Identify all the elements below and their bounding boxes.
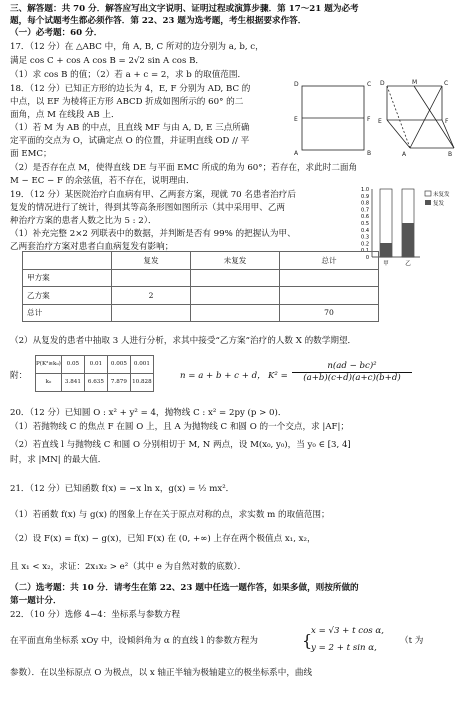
section-heading: 三、解答题：共 70 分．解答应写出文字说明、证明过程或演算步骤．第 17～21 题为必考 [10, 4, 359, 14]
formula-n: n = a + b + c + d， [180, 371, 266, 381]
q18-line3: 面角，点 M 在线段 AB 上． [10, 110, 120, 120]
q20-line4: 时，求 |MN| 的最大值． [10, 455, 107, 465]
q18-line4: （1）若 M 为 AB 的中点，且直线 MF 与由 A, D, E 三点所确 [10, 123, 250, 133]
svg-text:E: E [294, 116, 298, 123]
table-header [23, 252, 112, 270]
legend-relapse: 复发 [433, 201, 445, 207]
param-brace: { [302, 631, 313, 650]
section-heading-line2: 题，每个试题考生都必须作答．第 22、23 题为选考题，考生根据要求作答． [10, 16, 307, 26]
q18-line7: （2）是否存在点 M，使得直线 DE 与平面 EMC 所成的角为 60°；若存在，求此时二面角 [10, 163, 358, 173]
svg-text:E: E [378, 118, 382, 125]
svg-text:F: F [367, 116, 371, 123]
y-tick-label: 0.6 [361, 214, 369, 221]
y-tick-label: 0.7 [361, 207, 369, 214]
q20-line1: 20．（12 分）已知圆 O : x² + y² = 4，抛物线 C : x² = 2py (p > 0)． [10, 408, 287, 418]
table-cell: 0.01 [84, 356, 107, 374]
y-tick-label: 0.9 [361, 193, 369, 200]
svg-text:D: D [380, 80, 385, 87]
square-figure [302, 86, 364, 150]
q18-line5: 定平面的交点为 O，试确定点 O 的位置，并证明直线 OD // 平 [10, 136, 250, 146]
table-cell [191, 269, 280, 287]
legend-swatch-relapse [425, 200, 431, 205]
required-heading: （一）必考题：60 分． [10, 28, 103, 38]
svg-text:C: C [444, 80, 449, 87]
table-row [23, 304, 379, 322]
y-tick-label: 0 [365, 255, 369, 261]
folded-figure [387, 86, 454, 148]
q19-line1: 19．（12 分）某医院治疗白血病有甲、乙两套方案，现就 70 名患者治疗后 [10, 190, 296, 200]
table-row [36, 356, 154, 374]
table-row [36, 374, 154, 392]
q18-figures [292, 76, 462, 162]
table-cell [191, 304, 280, 322]
critical-value-table [35, 355, 154, 392]
table-header: 复发 [112, 252, 191, 270]
optional-heading-line2: 第一题计分． [10, 596, 62, 606]
table-cell [191, 287, 280, 305]
q21-line2: （1）若函数 f(x) 与 g(x) 的图象上存在关于原点对称的点，求实数 m 的取值范围； [10, 510, 330, 520]
formula-k: K² = [268, 371, 288, 381]
q20-line3: （2）若直线 l 与抛物线 C 和圆 O 分别相切于 M, N 两点，设 M(x₀, y₀)，当 y₀ ∈ [3, 4] [10, 440, 351, 450]
q22-line3: 参数）．在以坐标原点 O 为极点，以 x 轴正半轴为极轴建立的极坐标系中，曲线 [10, 668, 313, 678]
table-cell: 10.828 [130, 374, 153, 392]
table-cell: 0.005 [107, 356, 130, 374]
table-cell: 乙方案 [23, 287, 112, 305]
table-cell: 70 [280, 304, 379, 322]
table-cell: P(K²≥k₀) [36, 356, 62, 374]
q17-line2: 满足 cos C + cos A cos B = 2√2 sin A cos B． [10, 56, 205, 66]
q22-line1: 22．（10 分）选修 4−4：坐标系与参数方程 [10, 610, 181, 620]
y-tick-label: 0.5 [361, 221, 369, 227]
q22-line2: 在平面直角坐标系 xOy 中，设倾斜角为 α 的直线 l 的参数方程为 [10, 636, 258, 646]
table-header: 未复发 [191, 252, 280, 270]
table-cell [280, 287, 379, 305]
table-cell: 0.05 [61, 356, 84, 374]
legend-swatch-no-relapse [425, 191, 431, 196]
svg-text:A: A [294, 150, 299, 157]
table-cell: 0.001 [130, 356, 153, 374]
q21-line4: 且 x₁ < x₂，求证：2x₁x₂ > e²（其中 e 为自然对数的底数）． [10, 562, 247, 572]
q22-line2-tail: （t 为 [400, 636, 424, 646]
legend-no-relapse: 未复发 [433, 192, 450, 198]
q18-line8: M − EC − F 的余弦值，若不存在，说明理由． [10, 176, 195, 186]
q21-line1: 21．（12 分）已知函数 f(x) = −x ln x，g(x) = ½ mx²． [10, 484, 235, 494]
bar-yi-relapse [402, 223, 414, 257]
q18-line6: 面 EMC； [10, 149, 52, 159]
svg-text:B: B [448, 151, 453, 158]
q17-line3: （1）求 cos B 的值；（2）若 a + c = 2，求 b 的取值范围． [10, 70, 247, 80]
q22-eq2: y = 2 + t sin α, [311, 643, 377, 653]
optional-heading: （二）选考题：共 10 分．请考生在第 22、23 题中任选一题作答，如果多做，则按所做的 [10, 583, 359, 593]
contingency-table [22, 251, 379, 322]
cat-yi: 乙 [405, 261, 411, 267]
y-tick-label: 0.2 [361, 241, 369, 248]
svg-text:F: F [445, 118, 449, 125]
bar-jia-relapse [380, 243, 392, 257]
formula-fraction [292, 361, 412, 385]
table-cell: 7.879 [107, 374, 130, 392]
table-row [23, 269, 379, 287]
y-tick-label: 0.1 [361, 248, 369, 255]
table-cell [112, 304, 191, 322]
table-header: 总计 [280, 252, 379, 270]
q19-line4: （1）补充完整 2×2 列联表中的数据，并判断是否有 99% 的把握认为甲、 [10, 229, 296, 239]
y-tick-label: 0.8 [361, 200, 369, 207]
table-cell: k₀ [36, 374, 62, 392]
y-tick-label: 0.3 [361, 234, 369, 241]
table-cell: 3.841 [61, 374, 84, 392]
q19-line3: 种治疗方案的患者人数之比为 5 : 2）． [10, 216, 157, 226]
formula-numerator: n(ad − bc)² [292, 361, 412, 373]
y-tick-label: 0.4 [361, 227, 369, 234]
table-cell [112, 269, 191, 287]
formula-denominator: (a+b)(c+d)(a+c)(b+d) [303, 373, 401, 384]
q20-line2: （1）若抛物线 C 的焦点 F 在圆 O 上，且 A 为抛物线 C 和圆 O 的一个交点，求 |AF|； [10, 422, 349, 432]
table-cell: 总计 [23, 304, 112, 322]
table-cell [280, 269, 379, 287]
q22-eq1: x = √3 + t cos α, [311, 626, 384, 636]
q19-line2: 复发的情况进行了统计，得到其等高条形图如图所示（其中采用甲、乙两 [10, 203, 286, 213]
q21-line3: （2）设 F(x) = f(x) − g(x)，已知 F(x) 在 (0, +∞) 上存在两个极值点 x₁, x₂， [10, 534, 316, 544]
svg-text:B: B [367, 150, 372, 157]
q18-line2: 中点，以 EF 为棱将正方形 ABCD 折成如图所示的 60° 的二 [10, 97, 244, 107]
q19-part2: （2）从复发的患者中抽取 3 人进行分析，求其中接受“乙方案”治疗的人数 X 的数学期望． [10, 336, 357, 346]
table-cell: 甲方案 [23, 269, 112, 287]
appendix-label: 附： [10, 371, 28, 381]
y-tick-label: 1.0 [361, 187, 369, 193]
q18-line1: 18．（12 分）已知正方形的边长为 4，E, F 分别为 AD, BC 的 [10, 84, 251, 94]
svg-text:C: C [367, 81, 372, 88]
table-cell: 6.635 [84, 374, 107, 392]
cat-jia: 甲 [383, 261, 389, 267]
q19-line5: 乙两套治疗方案对患者白血病复发有影响； [10, 242, 174, 252]
svg-text:M: M [412, 79, 418, 86]
svg-text:D: D [294, 81, 299, 88]
svg-text:A: A [402, 151, 407, 158]
table-row [23, 287, 379, 305]
table-cell: 2 [112, 287, 191, 305]
q17-line1: 17．（12 分）在 △ABC 中，角 A, B, C 所对的边分别为 a, b, c， [10, 42, 264, 52]
